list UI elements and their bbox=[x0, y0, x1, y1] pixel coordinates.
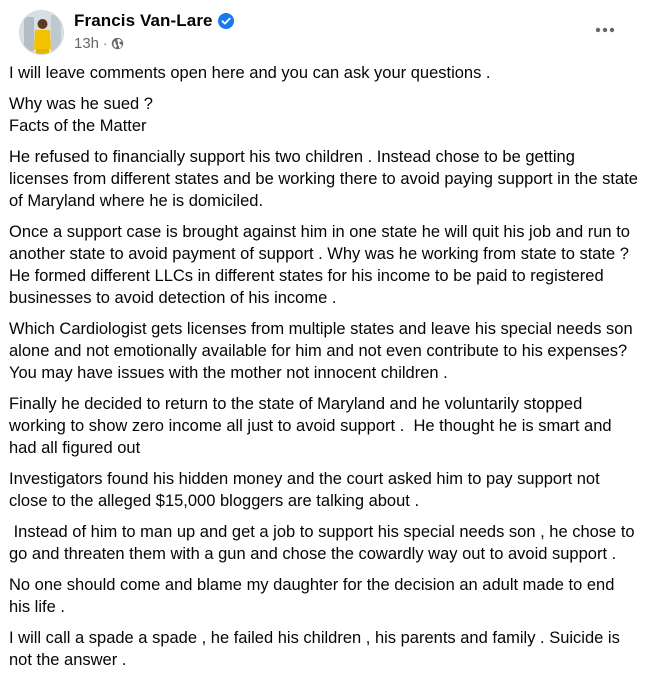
post-paragraph: Instead of him to man up and get a job to support his special needs son , he chose to go and threaten them with a gun and chose the cowardly way out to avoid support . bbox=[9, 523, 640, 563]
more-options-button[interactable] bbox=[588, 13, 622, 47]
post-paragraph: I will leave comments open here and you can ask your questions . bbox=[9, 64, 491, 82]
post-paragraph: He refused to financially support his two children . Instead chose to be getting licenses from different states and be working there to avoid paying support in the state of Maryland where he is domiciled. bbox=[9, 148, 643, 210]
verified-badge-icon bbox=[218, 13, 234, 29]
avatar-image bbox=[20, 11, 64, 55]
post-paragraph: I will call a spade a spade , he failed his children , his parents and family . Suicide is not the answer . bbox=[9, 629, 625, 669]
author-name-row bbox=[74, 11, 234, 31]
meta-separator: · bbox=[103, 36, 108, 51]
post-timestamp[interactable]: 13h bbox=[74, 35, 100, 52]
post-paragraph: Why was he sued ? Facts of the Matter bbox=[9, 95, 153, 135]
globe-icon[interactable] bbox=[111, 37, 124, 50]
author-avatar[interactable] bbox=[19, 10, 64, 55]
more-options-icon bbox=[595, 27, 615, 33]
post-paragraph: Investigators found his hidden money and the court asked him to pay support not close to the alleged $15,000 bloggers are talking about . bbox=[9, 470, 605, 510]
post-paragraph: Once a support case is brought against him in one state he will quit his job and run to another state to avoid payment of support . Why was he working from state to state ? He formed different LLCs in different states for his income to be paid to registered businesses to avoid detection of his income . bbox=[9, 223, 635, 307]
post-paragraph: Which Cardiologist gets licenses from multiple states and leave his special needs son alone and not emotionally available for him and not even contribute to his expenses? You may have issues with the mother not innocent children . bbox=[9, 320, 638, 382]
post-meta bbox=[74, 35, 124, 52]
post-header bbox=[10, 0, 640, 62]
post-body bbox=[9, 62, 643, 680]
post-paragraph: No one should come and blame my daughter for the decision an adult made to end his life . bbox=[9, 576, 619, 616]
post-paragraph: Finally he decided to return to the state of Maryland and he voluntarily stopped working to show zero income all just to avoid support . He thought he is smart and had all figured out bbox=[9, 395, 617, 457]
author-name[interactable]: Francis Van-Lare bbox=[74, 11, 213, 30]
